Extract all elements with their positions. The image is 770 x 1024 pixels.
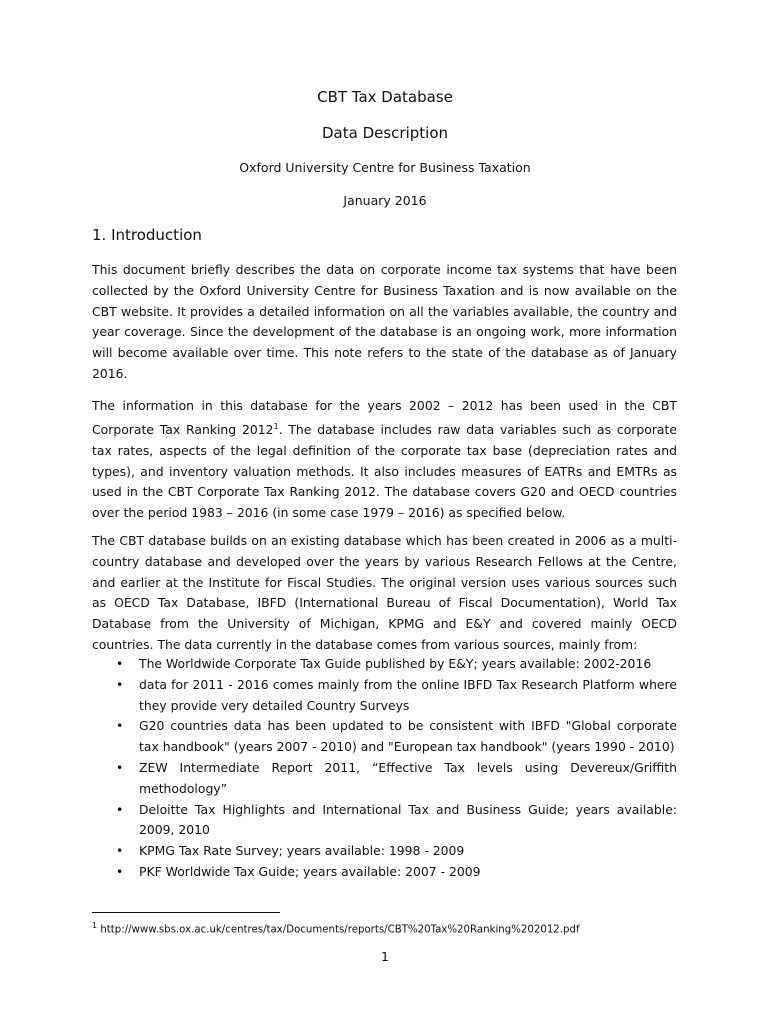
footnote-separator <box>92 912 280 913</box>
document-title: CBT Tax Database <box>317 88 453 106</box>
list-item <box>92 841 677 862</box>
list-item <box>92 675 677 717</box>
list-item <box>92 800 677 842</box>
bullet-icon: • <box>116 801 124 817</box>
paragraph-3: The CBT database builds on an existing database which has been created in 2006 as a multi-country database and developed over the years by various Research Fellows at the Centre, and earlier at the Institute for Fiscal Studies. The original version uses various sources such as OECD Tax Database, IBFD (International Bureau of Fiscal Documentation), World Tax Database from the University of Michigan, KPMG and E&Y and covered mainly OECD countries. The data currently in the database comes from various sources, mainly from: <box>92 533 677 652</box>
list-item-text: data for 2011 - 2016 comes mainly from the online IBFD Tax Research Platform where they provide very detailed Country Surveys <box>139 676 677 713</box>
document-subtitle: Data Description <box>321 124 448 142</box>
list-item <box>92 758 677 800</box>
paragraph-2-part-2: . The database includes raw data variables such as corporate tax rates, aspects of the legal definition of the corporate tax base (depreciation rates and types), and inventory valuation methods. It also includes measures of EATRs and EMTRs as used in the CBT Corporate Tax Ranking 2012. The database covers G20 and OECD countries over the period 1983 – 2016 (in some case 1979 – 2016) as specified below. <box>92 421 677 521</box>
list-item-text: KPMG Tax Rate Survey; years available: 1998 - 2009 <box>139 843 465 859</box>
footnote <box>92 919 580 937</box>
bullet-icon: • <box>116 718 124 734</box>
footnote-reference[interactable]: 1 <box>273 421 279 431</box>
paragraph-2-part-1: The information in this database for the years 2002 – 2012 has been used in the CBT Corporate Tax Ranking 2012 <box>92 398 677 437</box>
list-item-text: The Worldwide Corporate Tax Guide published by E&Y; years available: 2002-2016 <box>139 656 652 671</box>
bullet-icon: • <box>116 676 124 692</box>
list-item-text: G20 countries data has been updated to be consistent with IBFD "Global corporate tax handbook" (years 2007 - 2010) and "European tax handbook" (years 1990 - 2010) <box>139 718 677 755</box>
list-item <box>92 862 677 883</box>
list-item-text: Deloitte Tax Highlights and International Tax and Business Guide; years available: 2009, 2010 <box>139 801 677 838</box>
sources-list <box>92 654 677 883</box>
bullet-icon: • <box>116 843 124 859</box>
list-item <box>92 716 677 758</box>
list-item-text: PKF Worldwide Tax Guide; years available: 2007 - 2009 <box>139 863 481 879</box>
document-organization: Oxford University Centre for Business Taxation <box>239 160 531 175</box>
paragraph-2 <box>92 396 677 524</box>
footnote-link[interactable]: http://www.sbs.ox.ac.uk/centres/tax/Documents/reports/CBT%20Tax%20Ranking%202012.pdf <box>100 924 580 936</box>
list-item-text: ZEW Intermediate Report 2011, “Effective Tax levels using Devereux/Griffith methodology” <box>139 759 677 796</box>
list-item <box>92 654 677 675</box>
section-heading-introduction: 1. Introduction <box>92 226 202 244</box>
bullet-icon: • <box>116 863 124 879</box>
page-number: 1 <box>381 949 389 964</box>
bullet-icon: • <box>116 759 124 775</box>
document-date: January 2016 <box>343 193 427 208</box>
paragraph-1: This document briefly describes the data on corporate income tax systems that have been collected by the Oxford University Centre for Business Taxation and is now available on the CBT website. It provides a detailed information on all the variables available, the country and year coverage. Since the development of the database is an ongoing work, more information will become available over time. This note refers to the state of the database as of January 2016. <box>92 262 677 381</box>
footnote-marker: 1 <box>92 921 98 930</box>
bullet-icon: • <box>116 656 124 671</box>
